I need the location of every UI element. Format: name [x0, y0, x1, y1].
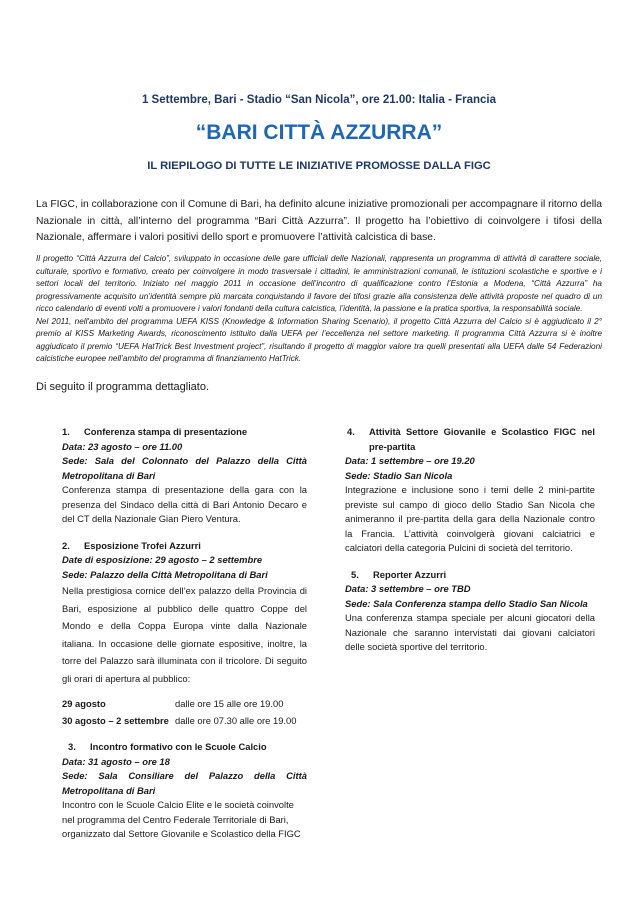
item-date: Data: 23 agosto – ore 11.00	[62, 440, 183, 452]
program-item-2	[62, 539, 307, 729]
item-description: Una conferenza stampa speciale per alcuni giocatori della Nazionale che saranno intervistati dai giovani calciatori delle società sportive del territorio.	[345, 612, 595, 652]
item-number: 5.	[351, 568, 359, 580]
schedule-hours: dalle ore 07.30 alle ore 19.00	[175, 714, 297, 726]
intro-paragraph: La FIGC, in collaborazione con il Comune di Bari, ha definito alcune iniziative promozionali per accompagnare il ritorno della Nazionale in città, all’interno del programma “Bari Città Azzurra”. Il progetto ha l’obiettivo di coinvolgere i tifosi della Nazionale, affermare i valori positivi dello sport e promuovere l’attività calcistica di base.	[36, 199, 602, 243]
item-venue: Sede: Palazzo della Città Metropolitana di Bari	[62, 568, 268, 580]
opening-hours-table	[62, 697, 307, 728]
item-number: 1.	[62, 426, 70, 437]
item-description: Conferenza stampa di presentazione della gara con la presenza del Sindaco della città di Bari Antonio Decaro e del CT della Nazionale Gian Piero Ventura.	[62, 484, 307, 524]
item-venue-cont: Metropolitana di Bari	[62, 469, 156, 481]
item-title: Incontro formativo con le Scuole Calcio	[90, 741, 267, 752]
item-venue: Sede: Sala Consiliare del Palazzo della Città	[62, 770, 307, 781]
item-heading	[62, 425, 307, 440]
item-heading	[62, 740, 307, 755]
item-venue: Sede: Sala del Colonnato del Palazzo della Città	[62, 455, 307, 466]
schedule-day: 30 agosto – 2 settembre	[62, 714, 169, 726]
item-venue: Sede: Stadio San Nicola	[345, 469, 453, 481]
item-heading	[62, 539, 307, 554]
page-title: “BARI CITTÀ AZZURRA”	[195, 121, 443, 144]
page-subtitle: IL RIEPILOGO DI TUTTE LE INIZIATIVE PROMOSSE DALLA FIGC	[147, 160, 491, 172]
event-line: 1 Settembre, Bari - Stadio “San Nicola”, ore 21.00: Italia - Francia	[141, 94, 497, 106]
item-description: Nella prestigiosa cornice dell’ex palazzo della Provincia di Bari, esposizione al pubblico delle quattro Coppe del Mondo e della Coppa Europa vinte dalla Nazionale italiana. In occasione delle giornate espositive, inoltre, la torre del Palazzo sarà illuminata con il tricolore. Di seguito gli orari di apertura al pubblico:	[62, 585, 307, 684]
background-paragraph-1: Il progetto “Città Azzurra del Calcio”, sviluppato in occasione delle gare ufficiali delle Nazionali, rappresenta un programma di attività di carattere sociale, culturale, sportivo e formativo, creato per coinvolgere in modo trasversale i cittadini, le amministrazioni comunali, le istituzioni scolastiche e sportive e i settori locali del territorio. Iniziato nel maggio 2011 in occasione dell’incontro di qualificazione contro l’Estonia a Modena, “Città Azzurra” ha progressivamente acquisito un’identità sempre più marcata conquistando il favore dei tifosi grazie alla consistenza delle attività proposte nel quadro di un ricco calendario di eventi volti a promuovere i valori fondanti della cultura calcistica, l’identità, la passione e la pratica sportiva, la responsabilità sociale.	[36, 254, 602, 313]
item-number: 4.	[347, 426, 355, 437]
item-venue-cont: Metropolitana di Bari	[62, 784, 156, 796]
item-date: Data: 31 agosto – ore 18	[62, 755, 170, 767]
item-heading	[345, 568, 595, 583]
item-description: Incontro con le Scuole Calcio Elite e le società coinvolte nel programma del Centro Federale Territoriale di Bari, organizzato dal Settore Giovanile e Scolastico della FIGC	[62, 799, 301, 839]
program-item-4	[345, 425, 595, 556]
program-column-right	[345, 425, 595, 655]
item-date: Date di esposizione: 29 agosto – 2 settembre	[62, 554, 263, 565]
item-title: Attività Settore Giovanile e Scolastico FIGC nel pre-partita	[369, 426, 595, 452]
project-background	[36, 253, 602, 366]
item-number: 3.	[68, 741, 76, 752]
item-date: Data: 1 settembre – ore 19.20	[345, 455, 475, 466]
item-venue: Sede: Sala Conferenza stampa dello Stadio San Nicola	[345, 597, 588, 609]
background-paragraph-2: Nel 2011, nell'ambito del programma UEFA KISS (Knowledge & Information Sharing Scenario), il progetto Città Azzurra del Calcio si è aggiudicato il 2° premio al KISS Marketing Awards, riconoscimento istituito dalla UEFA per l’eccellenza nel settore marketing. Il programma Città Azzurra si è inoltre aggiudicato il premio “UEFA HatTrick Best Investment project”, risultando il progetto di maggior valore tra quelli presentati alla UEFA dalle 54 Federazioni calcistiche europee nell’ambito del programma di finanziamento HatTrick.	[36, 316, 602, 363]
item-date: Data: 3 settembre – ore TBD	[345, 583, 471, 594]
item-number: 2.	[62, 539, 70, 551]
program-column-left	[62, 425, 307, 842]
item-description: Integrazione e inclusione sono i temi delle 2 mini-partite previste sul campo di gioco dello Stadio San Nicola che animeranno il pre-partita della gara della Nazionale contro la Francia. L’attività coinvolgerà giovani calciatrici e calciatori della categoria Pulcini di società del territorio.	[345, 484, 595, 553]
item-title: Esposizione Trofei Azzurri	[84, 539, 201, 551]
program-item-5	[345, 568, 595, 655]
item-title: Reporter Azzurri	[373, 568, 447, 580]
item-heading	[345, 425, 595, 454]
program-intro: Di seguito il programma dettagliato.	[36, 381, 210, 393]
program-item-1	[62, 425, 307, 527]
schedule-day: 29 agosto	[62, 698, 106, 709]
program-item-3	[62, 740, 307, 842]
item-title: Conferenza stampa di presentazione	[84, 426, 248, 437]
schedule-hours: dalle ore 15 alle ore 19.00	[175, 698, 284, 709]
